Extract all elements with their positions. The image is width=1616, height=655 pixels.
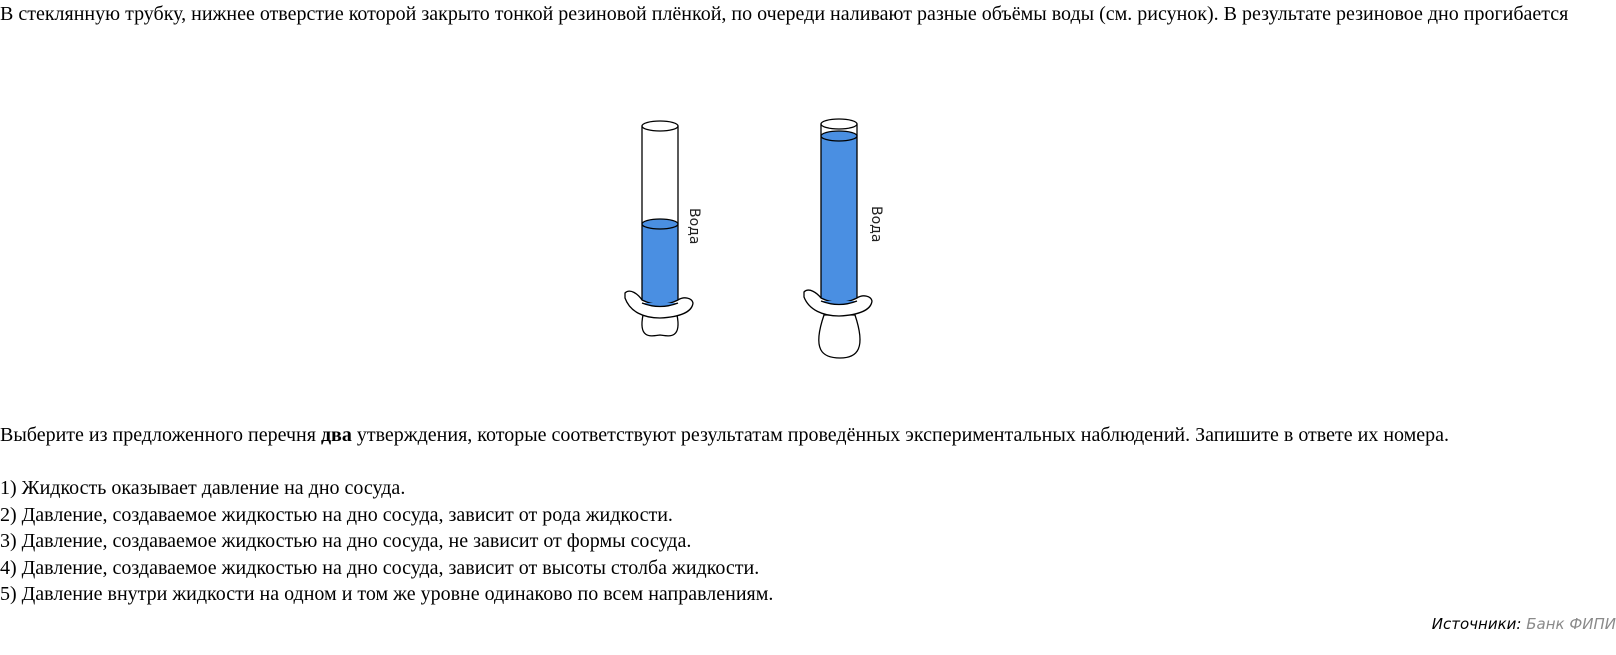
tube-1 — [625, 121, 702, 336]
experiment-figure — [600, 100, 920, 380]
tube-2 — [804, 119, 884, 358]
answer-option-4: 4) Давление, создаваемое жидкостью на дно сосуда, зависит от высоты столба жидкости. — [0, 556, 760, 579]
question-suffix: утверждения, которые соответствуют результатам проведённых экспериментальных наблюдений. Запишите в ответе их номера. — [351, 424, 1450, 446]
answer-option-1: 1) Жидкость оказывает давление на дно сосуда. — [0, 477, 406, 499]
question-text — [0, 422, 1560, 449]
source-attribution — [1432, 614, 1616, 634]
question-prefix: Выберите из предложенного перечня — [0, 424, 321, 446]
tube-1-label: Вода — [686, 208, 702, 245]
problem-intro: В стеклянную трубку, нижнее отверстие которой закрыто тонкой резиновой плёнкой, по очереди наливают разные объёмы воды (см. рисунок). В результате резиновое дно прогибается — [0, 3, 1569, 25]
answer-option-3: 3) Давление, создаваемое жидкостью на дно сосуда, не зависит от формы сосуда. — [0, 530, 692, 552]
answer-option-5: 5) Давление внутри жидкости на одном и том же уровне одинаково по всем направлениям. — [0, 583, 774, 605]
water-column-2 — [821, 136, 857, 304]
tube-2-label: Вода — [868, 206, 884, 243]
answer-options — [0, 475, 773, 608]
question-emphasis: два — [320, 424, 352, 446]
source-link[interactable]: Банк ФИПИ — [1526, 615, 1616, 633]
water-column-1 — [642, 224, 678, 306]
source-label: Источники: — [1431, 615, 1522, 633]
membrane-bulge-2 — [819, 315, 860, 358]
answer-option-2: 2) Давление, создаваемое жидкостью на дно сосуда, зависит от рода жидкости. — [0, 503, 673, 526]
